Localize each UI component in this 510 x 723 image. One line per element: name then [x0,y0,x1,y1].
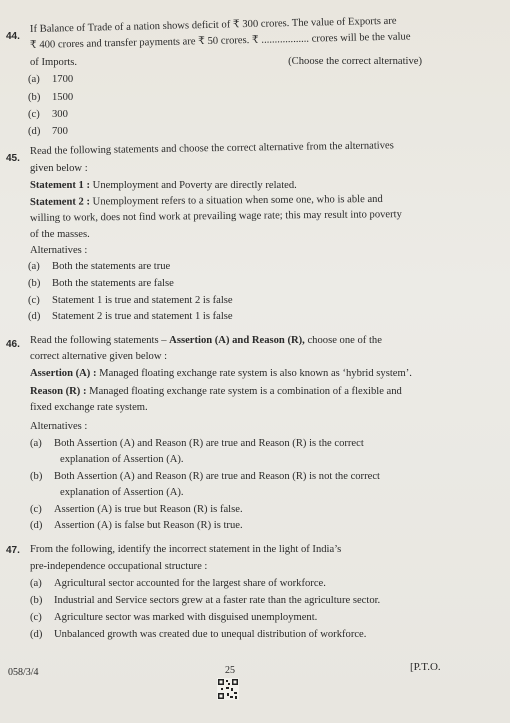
q45-line2: given below : [30,163,88,174]
option-a: (a) Both Assertion (A) and Reason (R) are true and Reason (R) is the correct [30,438,364,449]
pto-marker: [P.T.O. [410,661,441,673]
statement-2-cont: willing to work, does not find work at prevailing wage rate; this may result into poverty [29,209,402,224]
question-number: 46. [6,339,20,350]
option-c: (c) Assertion (A) is true but Reason (R) is false. [30,504,243,515]
option-b: (b) Both Assertion (A) and Reason (R) are true and Reason (R) is not the correct [30,471,380,482]
option-c: (c) Agriculture sector was marked with disguised unemployment. [30,612,318,623]
q44-line3: of Imports. [30,57,78,68]
statement-2-cont2: of the masses. [30,229,90,240]
paper-code: 058/3/4 [8,667,39,678]
reason-cont: fixed exchange rate system. [30,402,148,413]
q45-line1: Read the following statements and choose the correct alternative from the alternatives [29,140,394,157]
option-b-cont: explanation of Assertion (A). [60,487,184,498]
qr-code-icon [217,678,239,700]
page-number: 25 [225,665,235,676]
q47-line1: From the following, identify the incorrect statement in the light of India’s [30,544,342,555]
option-a: (a) Agricultural sector accounted for the largest share of workforce. [30,578,326,589]
option-d: (d) 700 [28,126,68,137]
option-b: (b) Industrial and Service sectors grew at a faster rate than the agriculture sector. [30,595,381,606]
alternatives-label: Alternatives : [30,421,88,432]
option-d: (d) Statement 2 is true and statement 1 is false [28,311,233,322]
alternatives-label: Alternatives : [30,245,88,256]
q44-line1: If Balance of Trade of a nation shows deficit of ₹ 300 crores. The value of Exports are [29,15,397,35]
option-d: (d) Assertion (A) is false but Reason (R) is true. [30,520,243,531]
q44-line2: ₹ 400 crores and transfer payments are ₹ 50 crores. ₹ .................. crores will be the value [29,31,411,51]
option-b: (b) 1500 [28,92,74,103]
question-number: 44. [6,31,20,42]
option-a: (a) 1700 [28,74,74,85]
assertion: Assertion (A) : Managed floating exchange rate system is also known as ‘hybrid system’. [30,368,412,379]
q46-line2: correct alternative given below : [30,351,168,362]
q46-line1: Read the following statements – Assertion (A) and Reason (R), choose one of the [30,335,382,346]
option-d: (d) Unbalanced growth was created due to unequal distribution of workforce. [30,629,367,640]
q44-instruction: (Choose the correct alternative) [288,56,422,67]
question-number: 45. [6,153,20,164]
option-a: (a) Both the statements are true [28,261,171,272]
option-c: (c) Statement 1 is true and statement 2 is false [28,295,233,306]
q47-line2: pre-independence occupational structure : [30,561,208,572]
question-number: 47. [6,545,20,556]
option-a-cont: explanation of Assertion (A). [60,454,184,465]
option-c: (c) 300 [28,109,68,120]
statement-2: Statement 2 : Unemployment refers to a situation when some one, who is able and [29,193,383,208]
statement-1: Statement 1 : Unemployment and Poverty are directly related. [30,180,297,191]
reason: Reason (R) : Managed floating exchange rate system is a combination of a flexible and [30,386,402,397]
option-b: (b) Both the statements are false [28,278,174,289]
